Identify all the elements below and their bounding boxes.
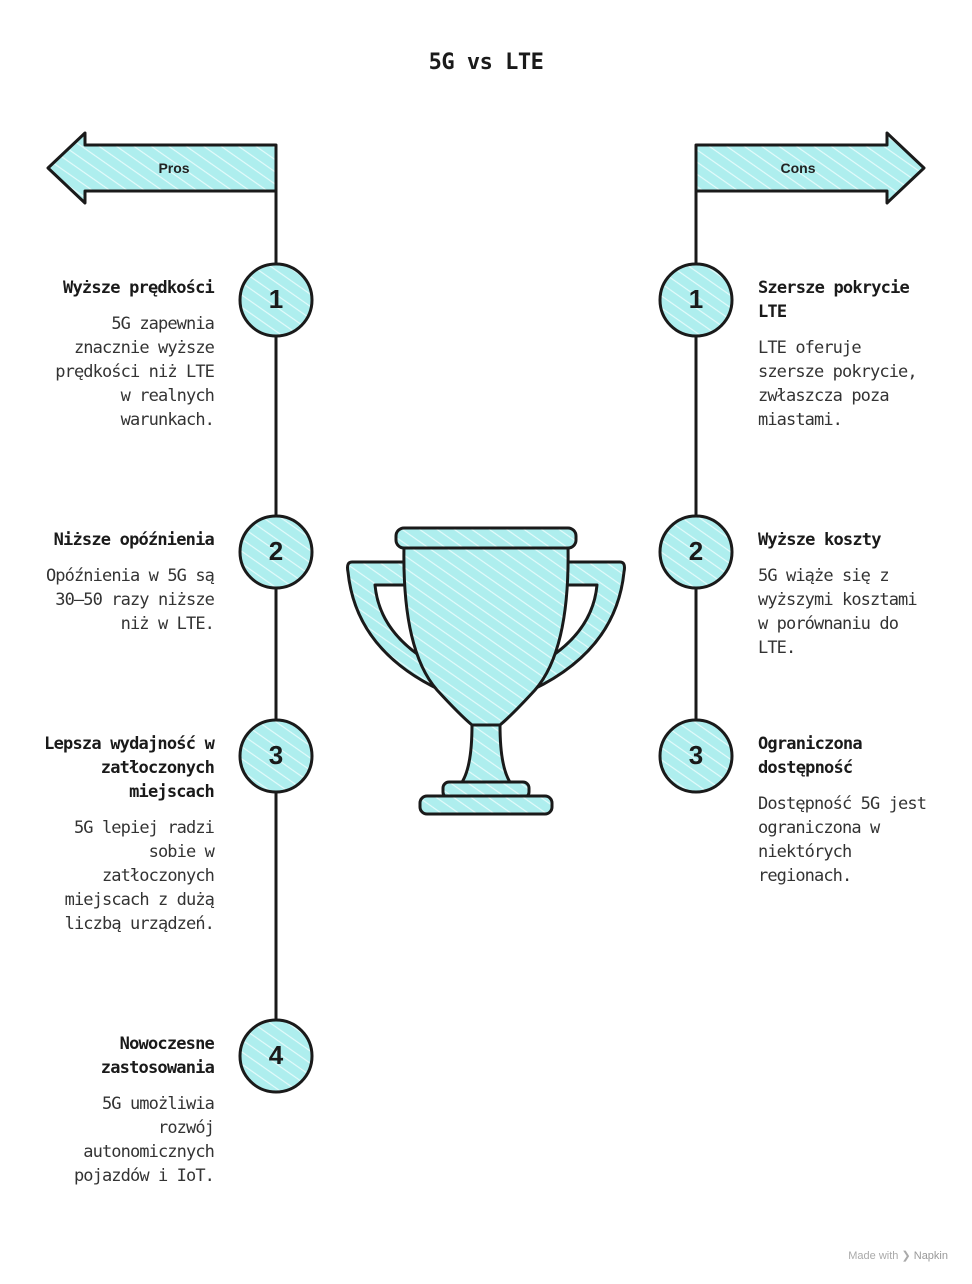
pros-item-3 <box>44 732 214 936</box>
pros-item-title: Niższe opóźnienia <box>53 530 214 550</box>
cons-item-title: Szersze pokrycie LTE <box>758 278 909 322</box>
cons-step-number-2: 2 <box>688 536 704 566</box>
cons-step-number-3: 3 <box>688 740 704 770</box>
cons-item-3 <box>758 732 928 888</box>
cons-step-number-1: 1 <box>688 284 704 314</box>
cons-item-1 <box>758 276 928 432</box>
pros-step-number-4: 4 <box>268 1040 284 1070</box>
pros-label: Pros <box>158 160 190 176</box>
cons-item-text: 5G wiąże się z wyższymi kosztami w porównaniu do LTE. <box>758 566 917 658</box>
napkin-logo-icon: ❯ <box>901 1250 911 1262</box>
cons-item-title: Ograniczona dostępność <box>758 734 862 778</box>
cons-item-text: Dostępność 5G jest ograniczona w niektórych regionach. <box>758 794 927 886</box>
pros-item-title: Wyższe prędkości <box>63 278 214 298</box>
footer-brand: Napkin <box>913 1250 948 1262</box>
made-with-napkin[interactable] <box>848 1249 948 1262</box>
cons-item-title: Wyższe koszty <box>758 530 881 550</box>
pros-item-4 <box>38 1032 214 1188</box>
pros-item-2 <box>44 528 214 636</box>
trophy-icon <box>348 528 625 814</box>
cons-item-text: LTE oferuje szersze pokrycie, zwłaszcza poza miastami. <box>758 338 917 430</box>
pros-step-number-1: 1 <box>268 284 284 314</box>
pros-step-number-2: 2 <box>268 536 284 566</box>
cons-item-2 <box>758 528 928 660</box>
pros-item-text: 5G lepiej radzi sobie w zatłoczonych miejscach z dużą liczbą urządzeń. <box>64 818 214 934</box>
pros-item-title: Nowoczesne zastosowania <box>100 1034 214 1078</box>
pros-item-title: Lepsza wydajność w zatłoczonych miejscach <box>44 734 214 802</box>
pros-item-text: 5G umożliwia rozwój autonomicznych pojazdów i IoT. <box>73 1094 214 1186</box>
footer-made-with: Made with <box>848 1250 899 1262</box>
pros-step-number-3: 3 <box>268 740 284 770</box>
pros-item-text: 5G zapewnia znacznie wyższe prędkości niż LTE w realnych warunkach. <box>55 314 214 430</box>
pros-item-1 <box>44 276 214 432</box>
pros-item-text: Opóźnienia w 5G są 30–50 razy niższe niż w LTE. <box>45 566 214 634</box>
page-title: 5G vs LTE <box>428 50 544 75</box>
cons-label: Cons <box>780 160 816 176</box>
